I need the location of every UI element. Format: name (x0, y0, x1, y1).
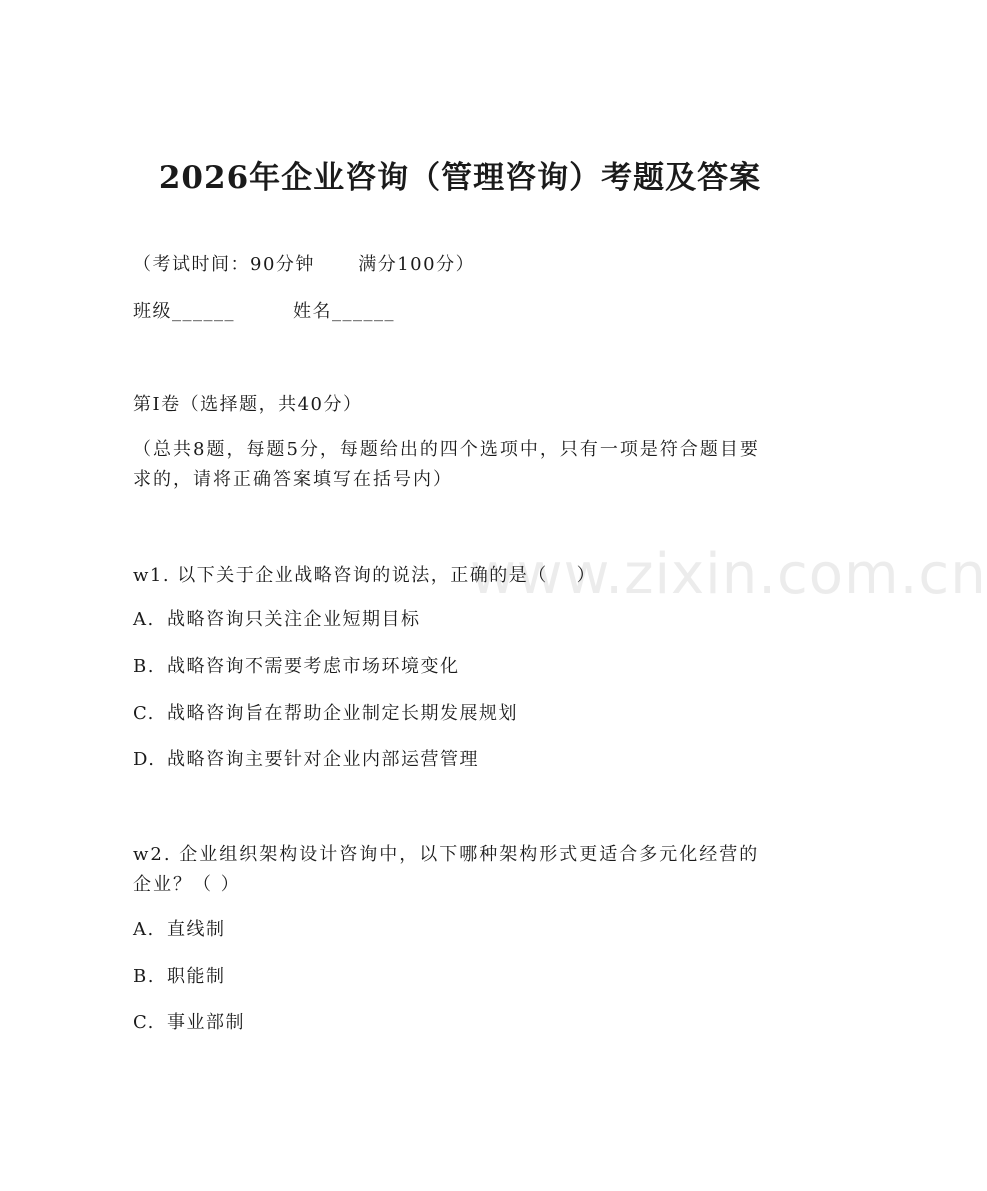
question-2-option-c (133, 1011, 245, 1035)
watermark: www.zixin.com.cn (470, 542, 987, 607)
question-2-option-b (133, 965, 226, 989)
option-text: 事业部制 (167, 1012, 245, 1033)
option-text: 战略咨询不需要考虑市场环境变化 (167, 656, 460, 677)
option-letter: B. (133, 966, 155, 987)
question-2-option-a (133, 918, 226, 942)
question-1-option-d (133, 748, 479, 772)
option-letter: B. (133, 656, 155, 677)
question-1-option-b (133, 655, 460, 679)
question-2-text: w2. 企业组织架构设计咨询中，以下哪种架构形式更适合多元化经营的企业？（ ） (133, 844, 760, 895)
option-letter: A. (133, 609, 155, 630)
question-1-option-a (133, 608, 421, 632)
option-text: 直线制 (167, 919, 226, 940)
name-field: 姓名______ (293, 301, 395, 322)
section-instructions: （总共8题，每题5分，每题给出的四个选项中，只有一项是符合题目要求的，请将正确答案填写在括号内） (133, 439, 760, 490)
option-text: 战略咨询主要针对企业内部运营管理 (167, 749, 479, 770)
option-text: 职能制 (167, 966, 226, 987)
option-letter: C. (133, 703, 155, 724)
question-1-text: w1. 以下关于企业战略咨询的说法，正确的是（ ） (133, 565, 597, 586)
class-field: 班级______ (133, 301, 235, 322)
option-letter: D. (133, 749, 156, 770)
option-text: 战略咨询只关注企业短期目标 (167, 609, 421, 630)
document-title: 2026年企业咨询（管理咨询）考题及答案 (158, 160, 762, 196)
exam-info: （考试时间：90分钟 满分100分） (133, 254, 476, 275)
option-letter: A. (133, 919, 155, 940)
question-1-option-c (133, 702, 518, 726)
option-letter: C. (133, 1012, 155, 1033)
section-title: 第I卷（选择题，共40分） (133, 394, 363, 415)
option-text: 战略咨询旨在帮助企业制定长期发展规划 (167, 703, 518, 724)
